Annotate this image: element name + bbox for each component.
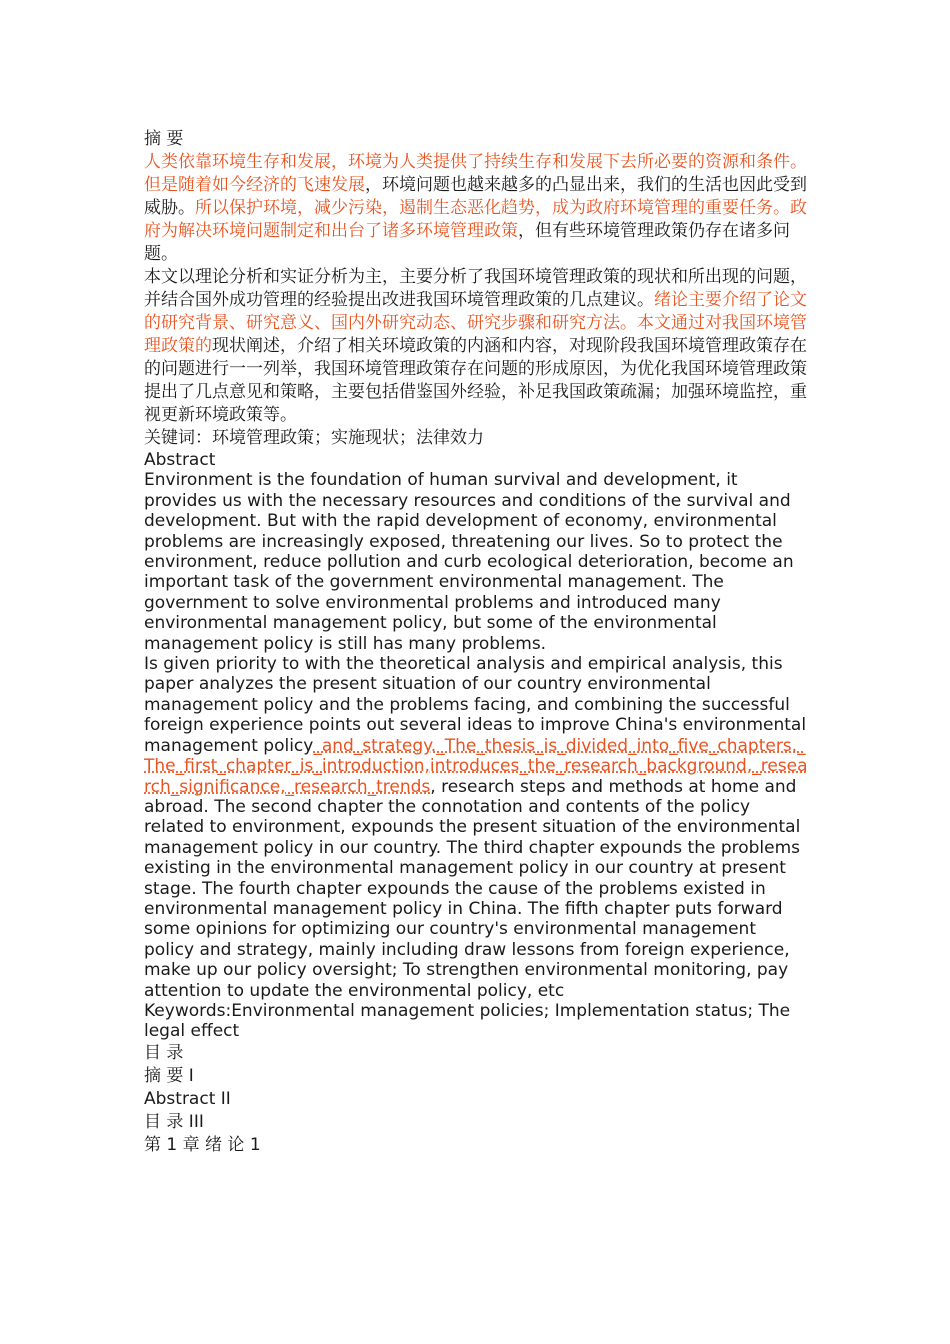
body-text: ，环境问题也越来越多的凸显出来，我们的生活也因此受到威胁。 — [144, 175, 807, 218]
highlighted-text: _and_strategy._The_thesis_is_divided_into_five_chapters._The_first_chapter_is_introduction,introduces_the_research_background,_research_significance,_research_trends — [144, 735, 808, 797]
abstract-en-heading: Abstract — [144, 450, 216, 470]
body-text: Is given priority to with the theoretical analysis and empirical analysis, this paper analyzes the present situation of our country environmental management policy and the problems facing, and combining the successful foreign experience points out several ideas to improve China's environmental management policy — [144, 654, 807, 756]
highlighted-text: 绪论主要介绍了论文的研究背景、研究意义、国内外研究动态、研究步骤和研究方法。本文通过对我国环境管理政策的 — [144, 290, 807, 356]
highlighted-text: 所以保护环境，减少污染，遏制生态恶化趋势，成为政府环境管理的重要任务。政府为解决环境问题制定和出台了诸多环境管理政策 — [144, 198, 807, 241]
toc-heading: 目 录 — [144, 1042, 184, 1063]
chinese-abstract — [144, 128, 808, 450]
toc-item[interactable]: 第 1 章 绪 论 1 — [144, 1134, 261, 1155]
toc-item[interactable]: 目 录 III — [144, 1111, 204, 1132]
abstract-en-paragraph-2 — [144, 654, 808, 1001]
body-text: ，但有些环境管理政策仍存在诸多问题。 — [144, 221, 790, 264]
abstract-en-keywords: Keywords:Environmental management policies; Implementation status; The legal effect — [144, 1000, 791, 1042]
table-of-contents — [144, 1042, 808, 1157]
highlighted-text: 人类依靠环境生存和发展，环境为人类提供了持续生存和发展下去所必要的资源和条件。但是随着如今经济的飞速发展 — [144, 152, 807, 195]
body-text: 本文以理论分析和实证分析为主，主要分析了我国环境管理政策的现状和所出现的问题，并结合国外成功管理的经验提出改进我国环境管理政策的几点建议。 — [144, 267, 807, 310]
toc-item[interactable]: Abstract II — [144, 1088, 231, 1109]
body-text: 现状阐述，介绍了相关环境政策的内涵和内容，对现阶段我国环境管理政策存在的问题进行一一列举，我国环境管理政策存在问题的形成原因，为优化我国环境管理政策提出了几点意见和策略，主要包括借鉴国外经验，补足我国政策疏漏；加强环境监控，重视更新环境政策等。 — [144, 336, 807, 425]
abstract-en-paragraph-1: Environment is the foundation of human survival and development, it provides us with the necessary resources and conditions of the survival and development. But with the rapid development of economy, environmental problems are increasingly exposed, threatening our lives. So to protect the environment, reduce pollution and curb ecological deterioration, become an important task of the government environmental management. The government to solve environmental problems and introduced many environmental management policy, but some of the environmental management policy is still has many problems. — [144, 470, 794, 654]
abstract-zh-heading: 摘 要 — [144, 129, 184, 149]
document-page — [144, 128, 808, 1157]
abstract-zh-keywords: 关键词：环境管理政策；实施现状；法律效力 — [144, 428, 484, 448]
toc-item[interactable]: 摘 要 I — [144, 1065, 194, 1086]
english-abstract — [144, 450, 808, 1042]
body-text: , research steps and methods at home and abroad. The second chapter the connotation and contents of the policy related to environment, expounds the present situation of the environmental management policy in our country. The third chapter expounds the problems existing in the environmental management policy in our country at present stage. The fourth chapter expounds the cause of the problems existed in environmental management policy in China. The fifth chapter puts forward some opinions for optimizing our country's environmental management policy and strategy, mainly including draw lessons from foreign experience, make up our policy oversight; To strengthen environmental monitoring, pay attention to update the environmental policy, etc — [144, 776, 801, 1001]
abstract-zh-paragraph-2 — [144, 266, 808, 427]
abstract-zh-paragraph-1 — [144, 151, 808, 266]
